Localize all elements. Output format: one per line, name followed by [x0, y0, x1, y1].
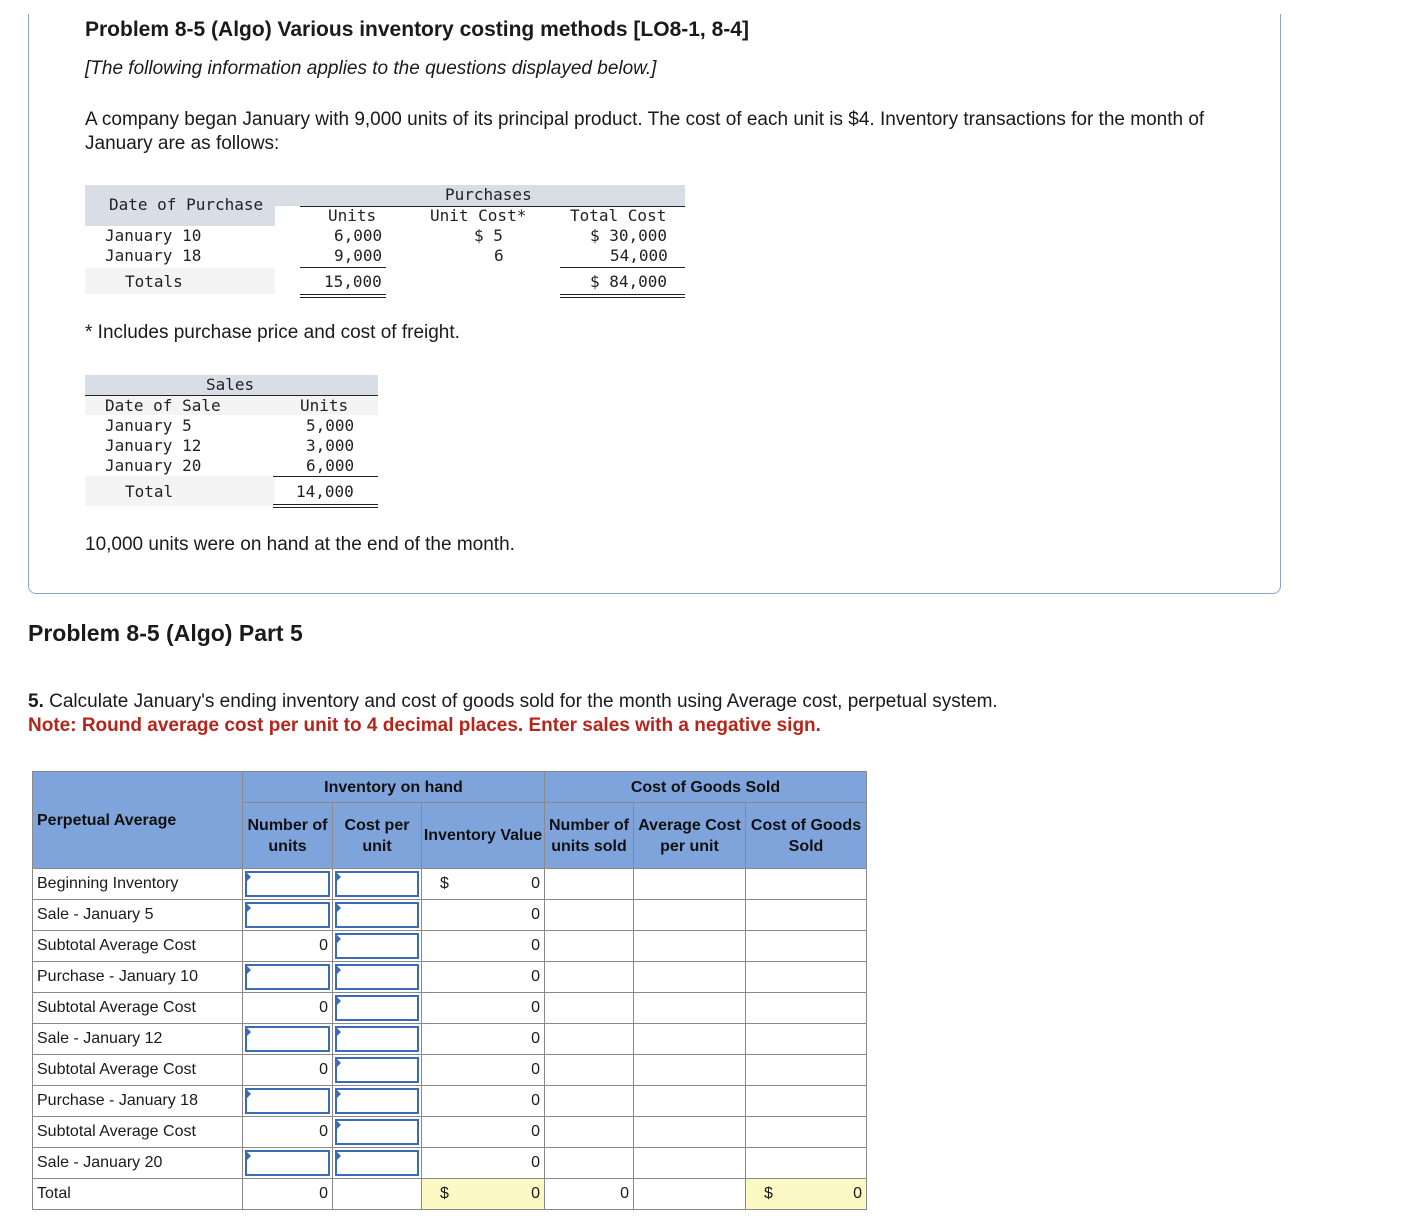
row-label: Sale - January 5	[33, 900, 243, 931]
cost-per-unit-input[interactable]	[335, 1150, 419, 1176]
units-input[interactable]	[245, 1088, 330, 1114]
col-cost-per-unit: Cost per unit	[333, 803, 422, 869]
table-row	[33, 931, 867, 962]
total-cogs: 0	[853, 1185, 862, 1202]
units-value: 0	[243, 1117, 333, 1148]
units-input[interactable]	[245, 871, 330, 897]
question	[28, 690, 1328, 738]
inventory-value: 0	[531, 875, 540, 892]
inventory-value: 0	[531, 1123, 540, 1140]
total-row	[33, 1179, 867, 1210]
col-total-cost: Total Cost	[570, 206, 667, 225]
purchase-date: January 10	[105, 226, 202, 245]
table-row	[33, 962, 867, 993]
total-label: Total	[33, 1179, 243, 1210]
perpetual-average-worksheet	[32, 771, 867, 1210]
units-input[interactable]	[245, 964, 330, 990]
units-value: 0	[243, 1055, 333, 1086]
sale-date: January 20	[105, 456, 202, 475]
purchases-totals-cost: $ 84,000	[590, 272, 668, 291]
purchases-totals-units: 15,000	[324, 272, 382, 291]
sale-units: 6,000	[306, 456, 355, 475]
row-label: Purchase - January 10	[33, 962, 243, 993]
cost-per-unit-input[interactable]	[335, 964, 419, 990]
purchase-total-cost: $ 30,000	[590, 226, 668, 245]
units-input[interactable]	[245, 902, 330, 928]
currency-symbol: $	[440, 1185, 449, 1202]
units-value: 0	[243, 993, 333, 1024]
cost-per-unit-input[interactable]	[335, 1088, 419, 1114]
sale-date: January 5	[105, 416, 192, 435]
inventory-value: 0	[531, 999, 540, 1016]
sale-date: January 12	[105, 436, 202, 455]
inventory-value-cell	[422, 869, 545, 900]
question-number: 5.	[28, 691, 44, 712]
purchases-totals-label: Totals	[125, 272, 183, 291]
row-label: Subtotal Average Cost	[33, 993, 243, 1024]
table-row	[33, 1024, 867, 1055]
purchase-unit-cost: 6	[494, 246, 504, 265]
currency-symbol: $	[440, 875, 449, 892]
purchases-group-header: Purchases	[445, 185, 532, 204]
col-units-sold: Number of units sold	[545, 803, 634, 869]
inventory-value: 0	[531, 1030, 540, 1047]
total-units-sold: 0	[545, 1179, 634, 1210]
header-cost-of-goods-sold: Cost of Goods Sold	[545, 772, 867, 803]
intro-note: [The following information applies to the questions displayed below.]	[85, 58, 657, 79]
info-panel	[28, 14, 1281, 594]
col-cogs: Cost of Goods Sold	[746, 803, 867, 869]
units-input[interactable]	[245, 1150, 330, 1176]
sales-total-label: Total	[125, 482, 174, 501]
row-label: Subtotal Average Cost	[33, 1055, 243, 1086]
cost-per-unit-input[interactable]	[335, 933, 419, 959]
part-title: Problem 8-5 (Algo) Part 5	[28, 620, 303, 646]
currency-symbol: $	[764, 1185, 773, 1202]
cost-per-unit-input[interactable]	[335, 1026, 419, 1052]
sale-units: 3,000	[306, 436, 355, 455]
col-units: Units	[328, 206, 377, 225]
row-label: Purchase - January 18	[33, 1086, 243, 1117]
row-label: Subtotal Average Cost	[33, 931, 243, 962]
col-number-of-units: Number of units	[243, 803, 333, 869]
col-average-cost: Average Cost per unit	[634, 803, 746, 869]
total-inventory-value: 0	[531, 1185, 540, 1202]
inventory-value: 0	[531, 1092, 540, 1109]
row-label: Subtotal Average Cost	[33, 1117, 243, 1148]
row-label: Sale - January 12	[33, 1024, 243, 1055]
purchase-units: 6,000	[334, 226, 383, 245]
table-row	[33, 1055, 867, 1086]
inventory-value: 0	[531, 906, 540, 923]
table-row	[33, 993, 867, 1024]
purchase-total-cost: 54,000	[610, 246, 668, 265]
inventory-value: 0	[531, 1061, 540, 1078]
cost-per-unit-cell	[333, 869, 422, 900]
question-note: Note: Round average cost per unit to 4 decimal places. Enter sales with a negative sign.	[28, 715, 821, 736]
units-cell	[243, 869, 333, 900]
table-row	[33, 1117, 867, 1148]
col-sale-units: Units	[300, 396, 349, 415]
table-row	[33, 1086, 867, 1117]
inventory-value: 0	[531, 1154, 540, 1171]
sales-total-units: 14,000	[296, 482, 354, 501]
purchase-date: January 18	[105, 246, 202, 265]
col-date-of-purchase: Date of Purchase	[109, 195, 264, 214]
sale-units: 5,000	[306, 416, 355, 435]
row-header: Perpetual Average	[33, 772, 243, 869]
problem-title: Problem 8-5 (Algo) Various inventory costing methods [LO8-1, 8-4]	[85, 18, 749, 41]
row-label: Sale - January 20	[33, 1148, 243, 1179]
purchase-unit-cost: $ 5	[474, 226, 503, 245]
cost-per-unit-input[interactable]	[335, 902, 419, 928]
cost-per-unit-input[interactable]	[335, 995, 419, 1021]
problem-description: A company began January with 9,000 units of its principal product. The cost of each unit is $4. Inventory transactions for the month of January are as follows:	[85, 109, 1205, 154]
col-inventory-value: Inventory Value	[422, 803, 545, 869]
question-text: Calculate January's ending inventory and cost of goods sold for the month using Average cost, perpetual system.	[49, 691, 998, 712]
inventory-value: 0	[531, 968, 540, 985]
col-unit-cost: Unit Cost*	[430, 206, 527, 225]
col-date-of-sale: Date of Sale	[105, 396, 221, 415]
table-row	[33, 1148, 867, 1179]
cost-per-unit-input[interactable]	[335, 1057, 419, 1083]
inventory-value: 0	[531, 937, 540, 954]
ending-units-note: 10,000 units were on hand at the end of the month.	[85, 534, 515, 555]
table-row	[33, 869, 867, 900]
purchase-units: 9,000	[334, 246, 383, 265]
total-units: 0	[243, 1179, 333, 1210]
row-label: Beginning Inventory	[33, 869, 243, 900]
footnote: * Includes purchase price and cost of freight.	[85, 322, 460, 343]
cost-per-unit-input[interactable]	[335, 1119, 419, 1145]
units-value: 0	[243, 931, 333, 962]
header-inventory-on-hand: Inventory on hand	[243, 772, 545, 803]
sales-group-header: Sales	[206, 375, 255, 394]
table-row	[33, 900, 867, 931]
cost-per-unit-input[interactable]	[335, 871, 419, 897]
units-input[interactable]	[245, 1026, 330, 1052]
